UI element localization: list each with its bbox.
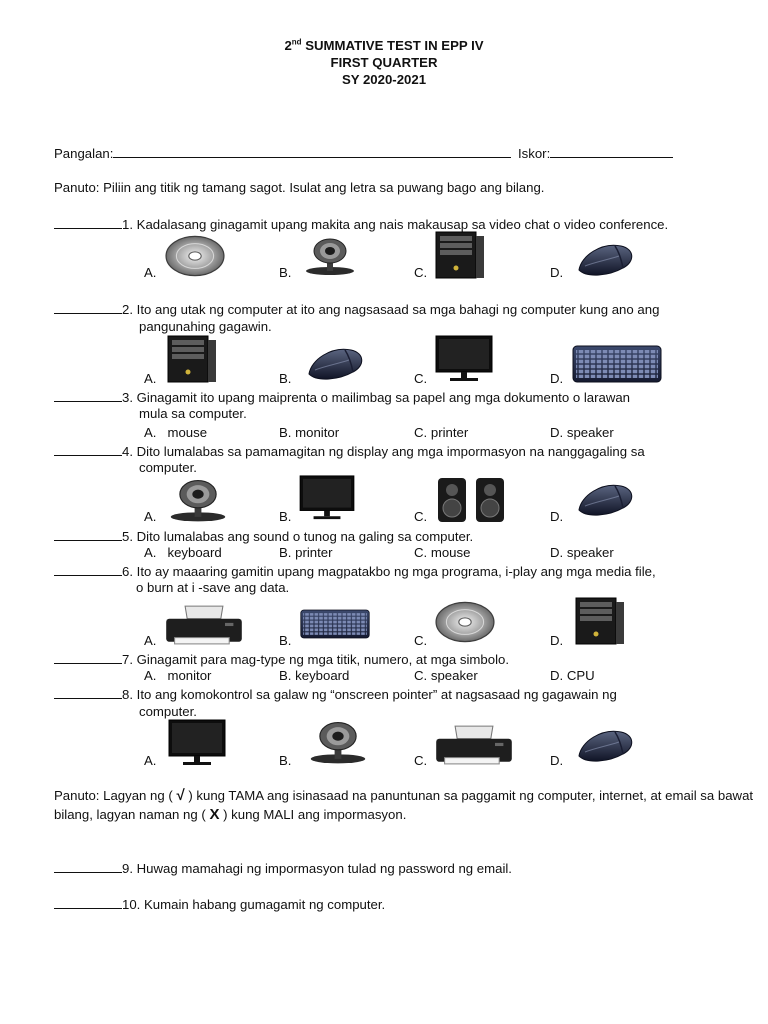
q1-choice-d-letter: D. (550, 265, 564, 280)
q3-choice-a: A. mouse (144, 425, 208, 440)
question-3: 3. Ginagamit ito upang maiprenta o mailimbag sa papel ang mga dokumento o larawan (54, 389, 630, 406)
question-1: 1. Kadalasang ginagamit upang makita ang nais makausap sa video chat o video conference. (54, 216, 668, 233)
q4-choice-c-letter: C. (414, 509, 428, 524)
question-10: 10. Kumain habang gumagamit ng computer. (54, 896, 385, 913)
answer-blank[interactable] (54, 651, 122, 664)
name-blank[interactable] (113, 145, 511, 158)
cd-disc-icon (434, 600, 496, 644)
q5-choice-c: C. mouse (414, 545, 471, 560)
q8-choice-c-letter: C. (414, 753, 428, 768)
q6-choice-c-letter: C. (414, 633, 428, 648)
cd-disc-icon (164, 234, 226, 278)
question-3-line2: mula sa computer. (139, 406, 247, 421)
q2-choice-d-letter: D. (550, 371, 564, 386)
webcam-icon (300, 236, 360, 278)
name-label: Pangalan: (54, 146, 114, 161)
quarter-heading: FIRST QUARTER (330, 55, 438, 70)
q1-choice-b-letter: B. (279, 265, 292, 280)
monitor-icon (164, 718, 230, 768)
q3-choice-d: D. speaker (550, 425, 614, 440)
q8-choice-b-letter: B. (279, 753, 292, 768)
q3-choice-b: B. monitor (279, 425, 340, 440)
q7-choice-d: D. CPU (550, 668, 595, 683)
question-5: 5. Dito lumalabas ang sound o tunog na galing sa computer. (54, 528, 473, 545)
instructions-part1: Panuto: Piliin ang titik ng tamang sagot. Isulat ang letra sa puwang bago ang bilang. (54, 180, 545, 195)
score-label: Iskor: (518, 146, 551, 161)
instructions-part2-line2: bilang, lagyan naman ng ( X ) kung MALI ang impormasyon. (54, 806, 407, 823)
mouse-icon (572, 240, 638, 280)
cpu-tower-icon (158, 334, 222, 384)
answer-blank[interactable] (54, 686, 122, 699)
question-7: 7. Ginagamit para mag-type ng mga titik, numero, at mga simbolo. (54, 651, 509, 668)
question-4-line2: computer. (139, 460, 197, 475)
question-6: 6. Ito ay maaaring gamitin upang magpatakbo ng mga programa, i-play ang mga media file, (54, 563, 656, 580)
answer-blank[interactable] (54, 860, 122, 873)
mouse-icon (572, 726, 638, 766)
q1-choice-a-letter: A. (144, 265, 157, 280)
q6-choice-d-letter: D. (550, 633, 564, 648)
q4-choice-a-letter: A. (144, 509, 157, 524)
answer-blank[interactable] (54, 216, 122, 229)
answer-blank[interactable] (54, 528, 122, 541)
monitor-icon (434, 334, 494, 384)
q7-choice-b: B. keyboard (279, 668, 350, 683)
q1-choice-c-letter: C. (414, 265, 428, 280)
q6-choice-a-letter: A. (144, 633, 157, 648)
answer-blank[interactable] (54, 389, 122, 402)
q4-choice-d-letter: D. (550, 509, 564, 524)
q8-choice-a-letter: A. (144, 753, 157, 768)
mouse-icon (572, 480, 638, 520)
keyboard-icon (300, 606, 370, 642)
check-mark-icon: √ (176, 787, 185, 804)
q5-choice-d: D. speaker (550, 545, 614, 560)
question-8: 8. Ito ang komokontrol sa galaw ng “onscreen pointer” at nagsasaad ng gagawain ng (54, 686, 617, 703)
keyboard-icon (572, 344, 662, 384)
title-superscript: nd (291, 37, 302, 47)
cpu-tower-icon (566, 596, 630, 646)
question-9: 9. Huwag mamahagi ng impormasyon tulad ng password ng email. (54, 860, 512, 877)
question-4: 4. Dito lumalabas sa pamamagitan ng display ang mga impormasyon na nanggagaling sa (54, 443, 645, 460)
q5-choice-a: A. keyboard (144, 545, 222, 560)
speakers-icon (436, 474, 506, 524)
cpu-tower-icon (426, 230, 490, 280)
question-2: 2. Ito ang utak ng computer at ito ang nagsasaad sa mga bahagi ng computer kung ano ang (54, 301, 659, 318)
cross-mark-icon: X (209, 806, 220, 823)
answer-blank[interactable] (54, 896, 122, 909)
q5-choice-b: B. printer (279, 545, 333, 560)
mouse-icon (302, 344, 368, 384)
answer-blank[interactable] (54, 563, 122, 576)
q7-choice-c: C. speaker (414, 668, 478, 683)
answer-blank[interactable] (54, 301, 122, 314)
question-6-line2: o burn at i -save ang data. (136, 580, 290, 595)
q2-choice-b-letter: B. (279, 371, 292, 386)
name-row (54, 145, 511, 162)
score-row (518, 145, 673, 162)
q2-choice-a-letter: A. (144, 371, 157, 386)
q6-choice-b-letter: B. (279, 633, 292, 648)
question-8-line2: computer. (139, 704, 197, 719)
q2-choice-c-letter: C. (414, 371, 428, 386)
webcam-icon (304, 720, 372, 766)
printer-icon (162, 604, 246, 646)
school-year-heading: SY 2020-2021 (341, 72, 427, 87)
test-title: 2nd SUMMATIVE TEST IN EPP IV (284, 37, 484, 53)
instructions-part2-line1: Panuto: Lagyan ng ( √ ) kung TAMA ang isinasaad na panuntunan sa paggamit ng computer, internet, at email sa bawat (54, 787, 754, 804)
question-2-line2: pangunahing gagawin. (139, 319, 272, 334)
q3-choice-c: C. printer (414, 425, 469, 440)
q4-choice-b-letter: B. (279, 509, 292, 524)
webcam-icon (164, 478, 232, 524)
monitor-icon (298, 474, 356, 522)
score-blank[interactable] (550, 145, 673, 158)
q7-choice-a: A. monitor (144, 668, 212, 683)
q8-choice-d-letter: D. (550, 753, 564, 768)
printer-icon (432, 724, 516, 766)
answer-blank[interactable] (54, 443, 122, 456)
